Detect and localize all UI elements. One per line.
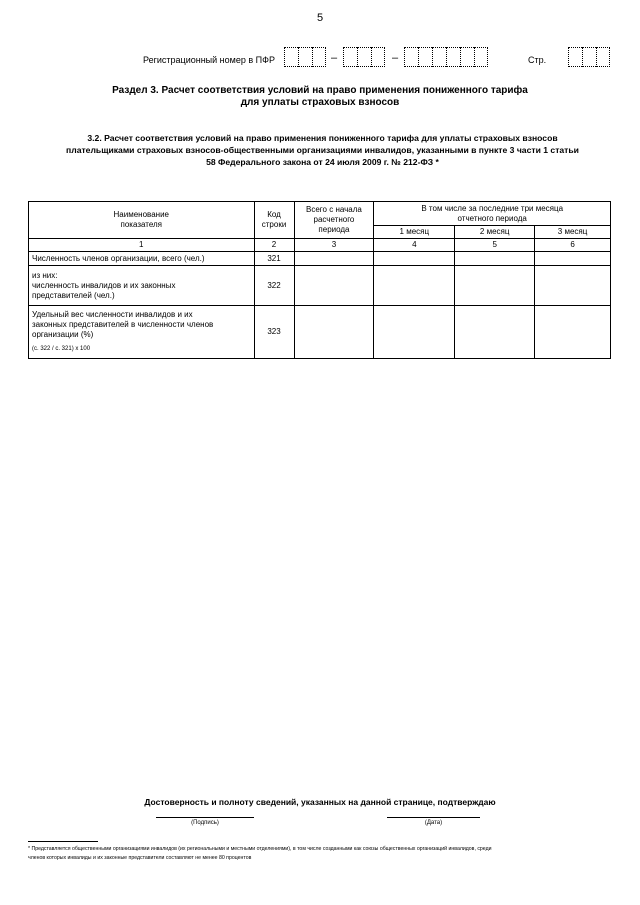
header-month-2: 2 месяц (455, 226, 535, 239)
footnote (28, 845, 618, 863)
reg-cell[interactable] (357, 47, 371, 67)
reg-cell[interactable] (312, 47, 326, 67)
header-month-3: 3 месяц (535, 226, 611, 239)
col-num: 1 (29, 239, 255, 252)
reg-cell[interactable] (418, 47, 432, 67)
footnote-line: * Представляется общественными организациями инвалидов (их региональными и местными отделениями), в том числе созданными как союзы общественных организаций инвалидов, среди (28, 846, 492, 852)
row-code: 323 (254, 306, 294, 359)
reg-number-part1[interactable] (284, 47, 326, 67)
value-cell[interactable] (374, 252, 455, 266)
col-num: 5 (455, 239, 535, 252)
date-label: (Дата) (424, 820, 443, 826)
column-numbers-row (29, 239, 611, 252)
section-title-line: для уплаты страховых взносов (240, 97, 400, 108)
col-num: 3 (294, 239, 374, 252)
reg-dash: – (331, 52, 338, 64)
value-cell[interactable] (535, 252, 611, 266)
row-code: 321 (254, 252, 294, 266)
value-cell[interactable] (374, 266, 455, 306)
reg-cell[interactable] (474, 47, 488, 67)
value-cell[interactable] (294, 252, 374, 266)
col-num: 2 (254, 239, 294, 252)
date-line[interactable] (387, 817, 480, 818)
footnote-divider (28, 841, 98, 842)
col-num: 6 (535, 239, 611, 252)
subsection-title-line: плательщиками страховых взносов-общественными организациями инвалидов, указанными в пункте 3 части 1 статьи (66, 145, 579, 155)
value-cell[interactable] (294, 306, 374, 359)
header-month-1: 1 месяц (374, 226, 455, 239)
value-cell[interactable] (294, 266, 374, 306)
footnote-line: членов которых инвалиды и их законные представители составляют не менее 80 процентов (28, 855, 252, 861)
col-num: 4 (374, 239, 455, 252)
page-cell[interactable] (582, 47, 596, 67)
value-cell[interactable] (455, 306, 535, 359)
signature-label: (Подпись) (191, 820, 219, 826)
page-label: Стр. (528, 55, 547, 65)
reg-cell[interactable] (404, 47, 418, 67)
reg-cell[interactable] (460, 47, 474, 67)
page-cell[interactable] (596, 47, 610, 67)
value-cell[interactable] (535, 266, 611, 306)
subsection-title-line: 58 Федерального закона от 24 июля 2009 г. № 212-ФЗ * (206, 157, 439, 167)
calculation-table (28, 201, 611, 359)
reg-number-label: Регистрационный номер в ПФР (143, 55, 275, 65)
header-total: Всего с начала расчетного периода (294, 202, 374, 239)
row-name: Удельный вес численности инвалидов и их законных представителей в численности членов организации (%) (с. 322 / с. 321) х 100 (29, 306, 255, 359)
reg-cell[interactable] (371, 47, 385, 67)
row-name: Численность членов организации, всего (чел.) (29, 252, 255, 266)
value-cell[interactable] (455, 252, 535, 266)
table-row (29, 306, 611, 359)
reg-cell[interactable] (298, 47, 312, 67)
page-number: 5 (316, 12, 324, 24)
header-last-three-months: В том числе за последние три месяца отчетного периода (374, 202, 611, 226)
page-cell[interactable] (568, 47, 582, 67)
table-row (29, 252, 611, 266)
row-code: 322 (254, 266, 294, 306)
row-formula: (с. 322 / с. 321) х 100 (32, 346, 91, 352)
section-title (0, 85, 640, 109)
value-cell[interactable] (455, 266, 535, 306)
reg-cell[interactable] (432, 47, 446, 67)
reg-number-part2[interactable] (343, 47, 385, 67)
signature-line[interactable] (156, 817, 254, 818)
confirmation-text: Достоверность и полноту сведений, указанных на данной странице, подтверждаю (144, 797, 496, 807)
header-name: Наименование показателя (29, 202, 255, 239)
reg-number-part3[interactable] (404, 47, 488, 67)
reg-cell[interactable] (343, 47, 357, 67)
page-number-cells[interactable] (568, 47, 610, 67)
row-name: из них: численность инвалидов и их законных представителей (чел.) (29, 266, 255, 306)
reg-cell[interactable] (284, 47, 298, 67)
header-code: Код строки (254, 202, 294, 239)
value-cell[interactable] (374, 306, 455, 359)
subsection-title (30, 132, 615, 168)
subsection-title-line: 3.2. Расчет соответствия условий на право применения пониженного тарифа для уплаты страховых взносов (87, 133, 558, 143)
section-title-line: Раздел 3. Расчет соответствия условий на право применения пониженного тарифа (112, 85, 528, 96)
value-cell[interactable] (535, 306, 611, 359)
table-row (29, 266, 611, 306)
reg-cell[interactable] (446, 47, 460, 67)
reg-dash: – (392, 52, 399, 64)
